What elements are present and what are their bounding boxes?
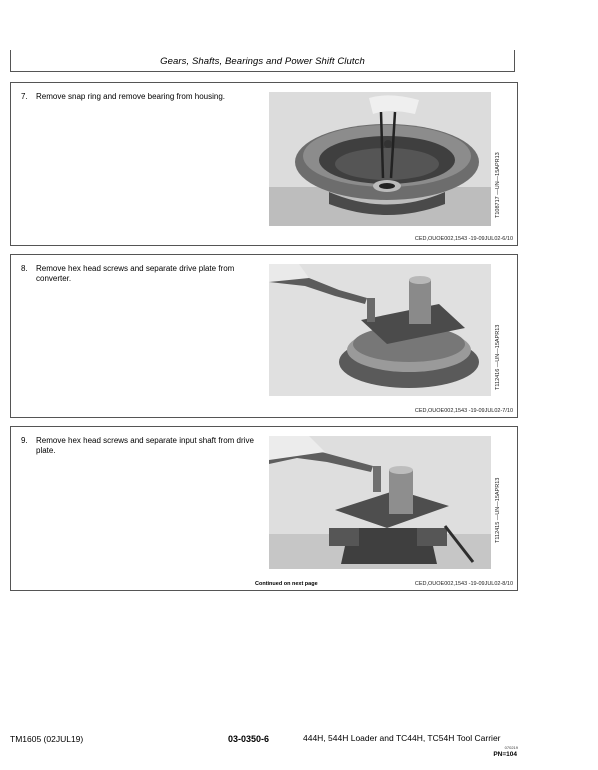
manual-title: 444H, 544H Loader and TC44H, TC54H Tool Carrier [303,733,501,743]
step-instruction: Remove hex head screws and separate drive plate from converter. [36,264,235,283]
step-number: 7. [21,92,28,101]
figure-id: T108717 —UN—15APR13 [495,152,501,218]
input-shaft-drive-plate-image [269,436,491,569]
step-9 [10,426,518,591]
step-8-photo [269,264,491,396]
housing-bearing-image [269,92,491,226]
step-9-text [21,436,271,456]
step-9-photo [269,436,491,569]
step-number: 8. [21,264,28,273]
reference-code: CED,OUOE002,1543 -19-09JUL02-6/10 [414,236,513,242]
footer-date: 070219 [504,745,518,750]
drive-plate-converter-image [269,264,491,396]
section-title: Gears, Shafts, Bearings and Power Shift Clutch [160,56,365,67]
reference-code: CED,OUOE002,1543 -19-09JUL02-8/10 [414,581,513,587]
section-page-number: 03-0350-6 [228,734,270,744]
step-instruction: Remove hex head screws and separate input shaft from drive plate. [36,436,254,455]
figure-id: T112416 —UN—15APR13 [495,324,501,390]
step-7-text [21,92,271,102]
step-8 [10,254,518,418]
step-8-text [21,264,271,284]
section-header [10,50,515,72]
step-instruction: Remove snap ring and remove bearing from housing. [36,92,225,101]
page-number: PN=104 [493,751,517,758]
figure-id: T112415 —UN—15APR13 [495,477,501,543]
step-number: 9. [21,436,28,445]
reference-code: CED,OUOE002,1543 -19-09JUL02-7/10 [414,408,513,414]
continued-note: Continued on next page [255,581,318,587]
manual-number: TM1605 (02JUL19) [10,734,84,744]
step-7-photo [269,92,491,226]
step-7 [10,82,518,246]
